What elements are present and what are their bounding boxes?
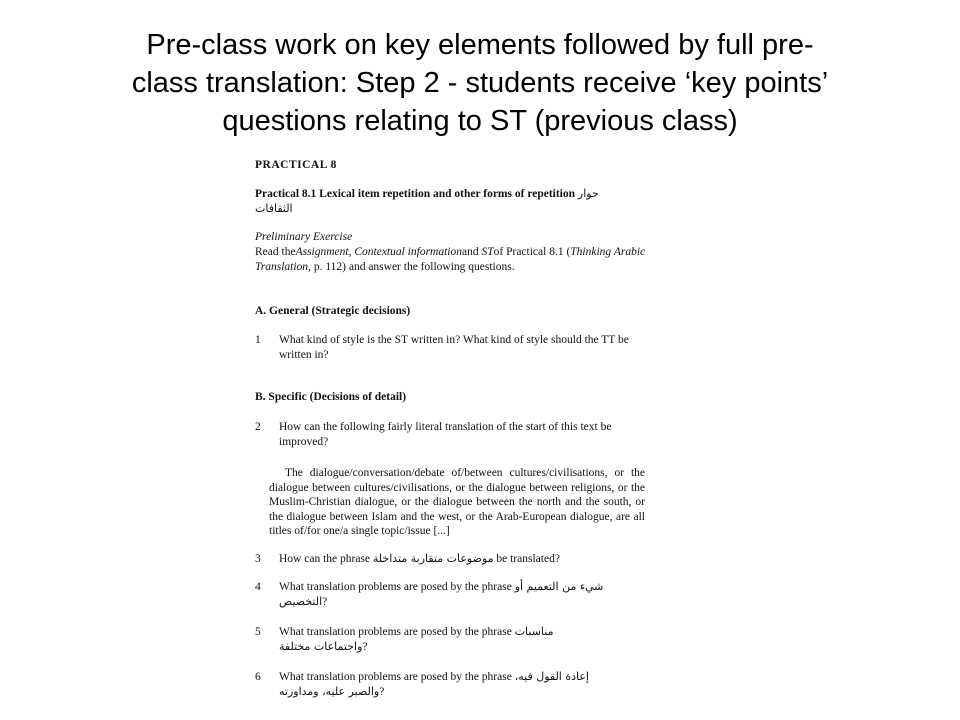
slide-title xyxy=(40,26,920,140)
arabic-phrase-cont: واجتماعات مختلفة xyxy=(279,639,363,653)
question-text: What translation problems are posed by the phrase إعادة القول فيه، والصبر عليه، ومداورته? xyxy=(279,670,589,698)
intro-st: ST xyxy=(481,246,494,258)
section-a-heading: A. General (Strategic decisions) xyxy=(255,305,411,317)
intro-part-1: Read the xyxy=(255,246,296,258)
question-text: How can the following fairly literal translation of the start of this text be improved? xyxy=(279,421,612,448)
slide-title-line-1: Pre-class work on key elements followed by full pre- xyxy=(146,29,814,61)
section-title-line-2 xyxy=(255,202,647,217)
intro-assignment: Assignment xyxy=(295,246,349,258)
question-text: How can the phrase موضوعات متقاربة متداخلة be translated? xyxy=(279,552,560,565)
intro-book: Thinking Arabic Translation xyxy=(255,246,646,273)
question-text: What translation problems are posed by the phrase شيء من التعميم أو التخصيص? xyxy=(279,580,604,608)
question-text: What kind of style is the ST written in? What kind of style should the TT be written in? xyxy=(279,334,629,361)
slide-title-line-2: class translation: Step 2 - students receive ‘key points’ xyxy=(131,67,829,99)
section-title-arabic-1: حوار xyxy=(577,187,599,200)
intro-part-4: of Practical 8.1 ( xyxy=(493,246,571,258)
section-title xyxy=(255,187,647,202)
arabic-phrase-cont: التخصيص xyxy=(279,594,323,608)
literal-translation-quote: The dialogue/conversation/debate of/between cultures/civilisations, or the dialogue between cultures/civilisations, or the dialogue between religions, or the Muslim-Christian dialogue, or the dialogue between the north and the south, or the dialogue between Islam and the west, or the Arab-European dialogue, are all titles of/for one/a single topic/issue [...] xyxy=(269,467,645,537)
question-number: 1 xyxy=(255,334,261,346)
question-number: 5 xyxy=(255,626,261,638)
arabic-phrase: شيء من التعميم أو xyxy=(514,580,604,593)
section-b-heading: B. Specific (Decisions of detail) xyxy=(255,391,407,403)
arabic-phrase: موضوعات متقاربة متداخلة xyxy=(372,552,494,565)
preliminary-label: Preliminary Exercise xyxy=(255,231,353,243)
question-number: 4 xyxy=(255,581,261,593)
document-scan xyxy=(255,158,647,714)
intro-part-2: , xyxy=(348,246,355,258)
intro-part-5: , p. 112) and answer the following questions. xyxy=(308,260,515,273)
section-title-arabic-2: الثقافات xyxy=(255,202,293,215)
practical-heading: PRACTICAL 8 xyxy=(255,159,337,171)
intro-context: Contextual information xyxy=(354,246,462,258)
question-number: 3 xyxy=(255,553,261,565)
question-text: What translation problems are posed by the phrase مناسبات واجتماعات مختلفة? xyxy=(279,625,554,653)
slide-title-line-3: questions relating to ST (previous class) xyxy=(222,105,738,137)
section-title-text: Practical 8.1 Lexical item repetition and other forms of repetition xyxy=(255,188,576,200)
intro-part-3: and xyxy=(462,246,482,258)
question-number: 2 xyxy=(255,421,261,433)
intro-paragraph xyxy=(255,245,647,274)
arabic-phrase: إعادة القول فيه، xyxy=(514,670,589,683)
question-number: 6 xyxy=(255,671,261,683)
arabic-phrase: مناسبات xyxy=(514,625,554,638)
arabic-phrase-cont: والصبر عليه، ومداورته xyxy=(279,684,380,698)
